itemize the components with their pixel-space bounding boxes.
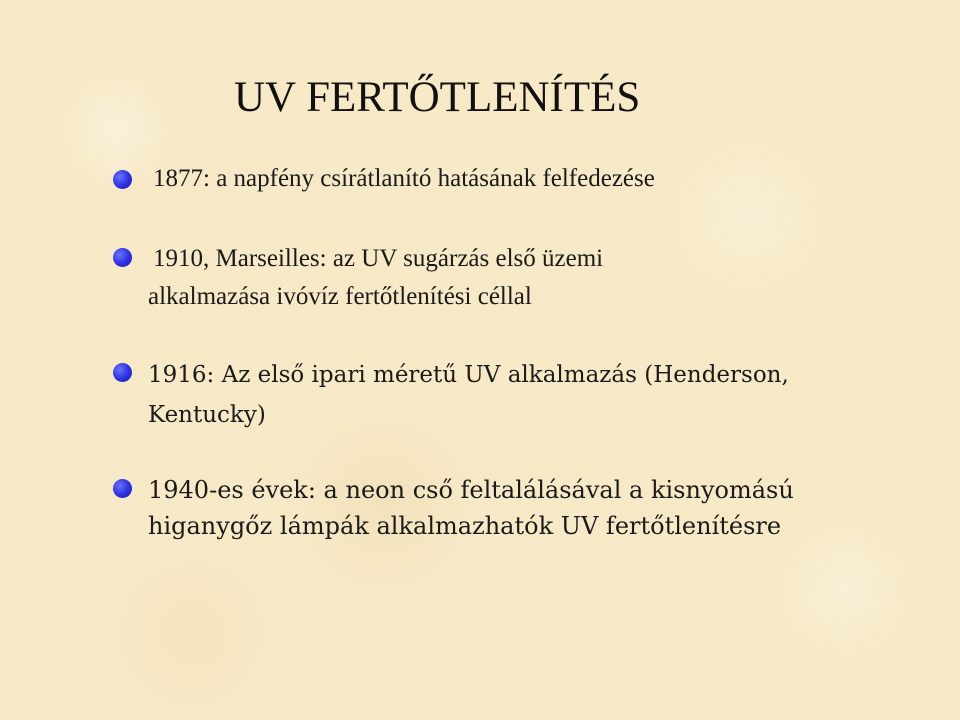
bullet-line: Kentucky) — [148, 402, 266, 428]
bullet-text — [148, 355, 789, 435]
bullet-text — [148, 472, 794, 544]
bullet-line: 1910, Marseilles: az UV sugárzás első üzemi — [153, 245, 604, 272]
bullet-line: 1940-es évek: a neon cső feltalálásával a kisnyomású — [148, 476, 794, 504]
bullet-text — [153, 162, 655, 196]
bullet-dot-icon — [113, 363, 132, 382]
bullet-line: 1916: Az első ipari méretű UV alkalmazás (Henderson, — [148, 362, 789, 388]
bullet-line: 1877: a napfény csírátlanító hatásának felfedezése — [153, 165, 655, 192]
bullet-text — [148, 240, 604, 316]
bullet-line: alkalmazása ivóvíz fertőtlenítési céllal — [148, 283, 532, 310]
slide-title: UV FERTŐTLENÍTÉS — [234, 74, 641, 121]
bullet-dot-icon — [113, 479, 132, 498]
bullet-line: higanygőz lámpák alkalmazhatók UV fertőtlenítésre — [148, 512, 782, 540]
bullet-dot-icon — [113, 248, 132, 267]
bullet-dot-icon — [113, 170, 132, 189]
